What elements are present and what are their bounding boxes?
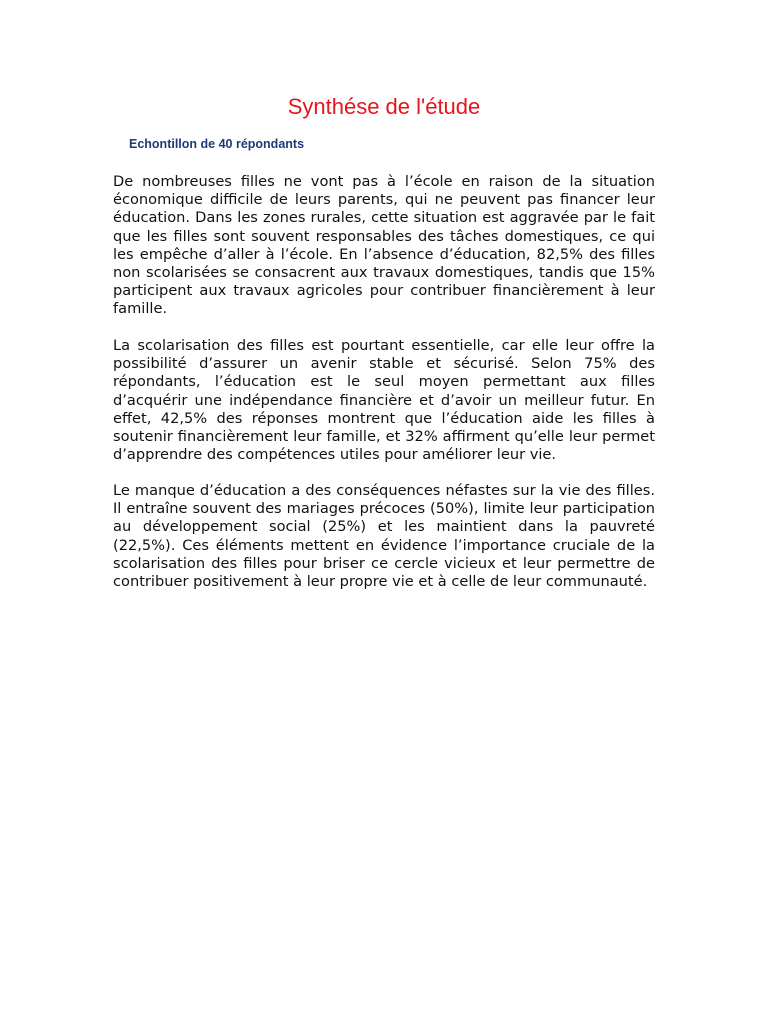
paragraph-3: Le manque d’éducation a des conséquences néfastes sur la vie des filles. Il entraîne souvent des mariages précoces (50%), limite leur participation au développement social (25%) et les maintient dans la pauvreté (22,5%). Ces éléments mettent en évidence l’importance cruciale de la scolarisation des filles pour briser ce cercle vicieux et leur permettre de contribuer positivement à leur propre vie et à celle de leur communauté.	[113, 482, 655, 591]
paragraph-1: De nombreuses filles ne vont pas à l’école en raison de la situation économique difficile de leurs parents, qui ne peuvent pas financer leur éducation. Dans les zones rurales, cette situation est aggravée par le fait que les filles sont souvent responsables des tâches domestiques, ce qui les empêche d’aller à l’école. En l’absence d’éducation, 82,5% des filles non scolarisées se consacrent aux travaux domestiques, tandis que 15% participent aux travaux agricoles pour contribuer financièrement à leur famille.	[113, 173, 655, 318]
paragraph-2: La scolarisation des filles est pourtant essentielle, car elle leur offre la possibilité d’assurer un avenir stable et sécurisé. Selon 75% des répondants, l’éducation est le seul moyen permettant aux filles d’acquérir une indépendance financière et d’avoir un meilleur futur. En effet, 42,5% des réponses montrent que l’éducation aide les filles à soutenir financièrement leur famille, et 32% affirment qu’elle leur permet d’apprendre des compétences utiles pour améliorer leur vie.	[113, 337, 655, 464]
sample-subtitle: Echontillon de 40 répondants	[129, 137, 305, 151]
page-title: Synthése de l'étude	[287, 94, 481, 119]
